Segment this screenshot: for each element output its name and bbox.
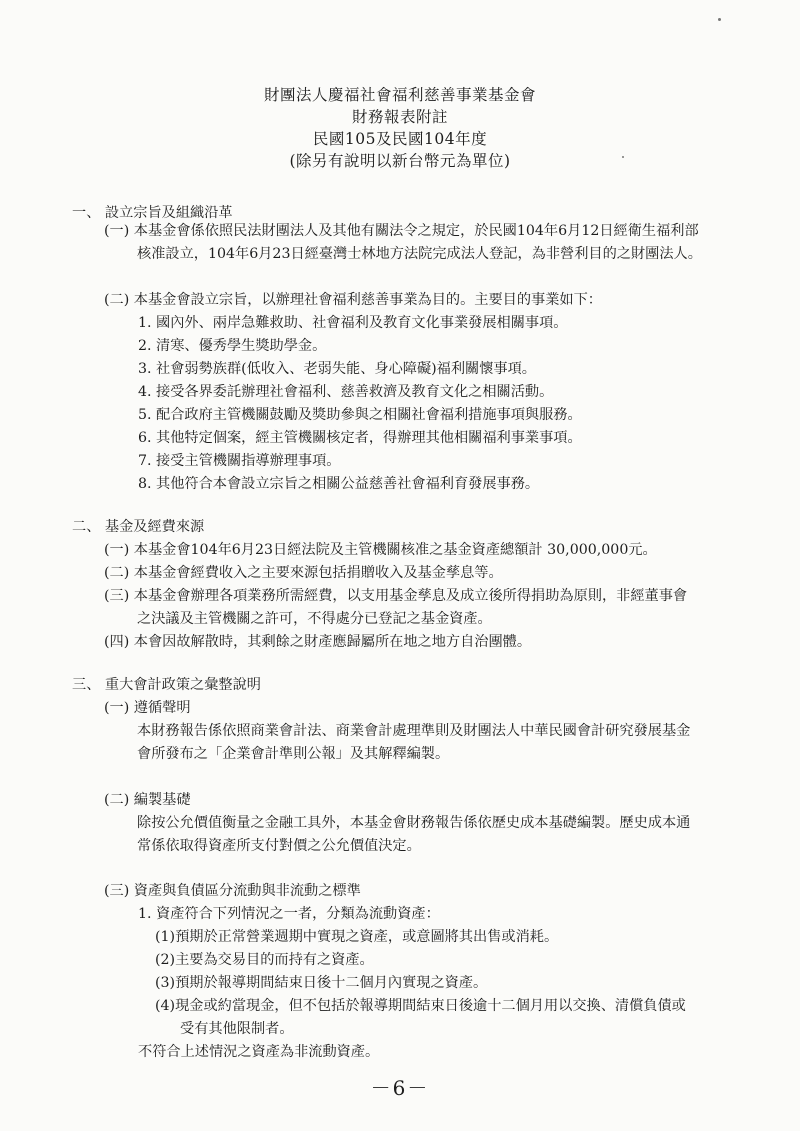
section-2-heading: 二、 基金及經費來源 — [72, 519, 205, 535]
section-3-sub-2-text-cont: 常係依取得資產所支付對價之公允價值決定。 — [137, 838, 421, 854]
section-2-para-3-cont: 之決議及主管機關之許可，不得處分已登記之基金資產。 — [137, 611, 492, 627]
list-item: 7. 接受主管機關指導辦理事項。 — [138, 453, 341, 469]
section-3-sub-2: (二) 編製基礎 — [104, 792, 191, 808]
currency-note: (除另有說明以新台幣元為單位) — [289, 152, 511, 170]
list-item: 3. 社會弱勢族群(低收入、老弱失能、身心障礙)福利關懷事項。 — [138, 361, 536, 377]
section-1-para-1-cont: 核准設立，104年6月23日經臺灣士林地方法院完成法人登記，為非營利目的之財團法人。 — [137, 246, 702, 262]
section-3-heading: 三、 重大會計政策之彙整說明 — [72, 677, 261, 693]
list-item: 2. 清寒、優秀學生獎助學金。 — [138, 338, 327, 354]
foundation-title: 財團法人慶福社會福利慈善事業基金會 — [263, 86, 536, 104]
list-item: 5. 配合政府主管機關鼓勵及獎助參與之相關社會福利措施事項與服務。 — [138, 407, 582, 423]
page-number: －6－ — [370, 1076, 430, 1100]
section-2-para-4: (四) 本會因故解散時，其剩餘之財產應歸屬所在地之地方自治團體。 — [104, 634, 532, 650]
report-header — [0, 84, 800, 172]
section-1-para-2: (二) 本基金會設立宗旨，以辦理社會福利慈善事業為目的。主要目的事業如下： — [104, 292, 602, 308]
section-2-para-1: (一) 本基金會104年6月23日經法院及主管機關核准之基金資產總額計 30,000,000元。 — [104, 542, 657, 558]
list-item-cont: 受有其他限制者。 — [180, 1021, 294, 1037]
scan-speck — [718, 18, 721, 21]
section-1-para-1: (一) 本基金會係依照民法財團法人及其他有關法令之規定，於民國104年6月12日經衛生福利部 — [104, 223, 699, 239]
list-item: (2)主要為交易目的而持有之資產。 — [155, 952, 374, 968]
list-item: (4)現金或約當現金，但不包括於報導期間結束日後逾十二個月用以交換、清償負債或 — [155, 998, 686, 1014]
report-title: 財務報表附註 — [351, 108, 448, 126]
list-item: (1)預期於正常營業週期中實現之資產，或意圖將其出售或消耗。 — [155, 929, 559, 945]
section-3-sub-1-text-cont: 會所發布之「企業會計準則公報」及其解釋編製。 — [137, 746, 450, 762]
report-period: 民國105及民國104年度 — [312, 130, 488, 148]
list-item: 1. 國內外、兩岸急難救助、社會福利及教育文化事業發展相關事項。 — [138, 315, 568, 331]
list-item: 8. 其他符合本會設立宗旨之相關公益慈善社會福利育發展事務。 — [138, 476, 540, 492]
section-3-sub-2-text: 除按公允價值衡量之金融工具外，本基金會財務報告係依歷史成本基礎編製。歷史成本通 — [137, 815, 691, 831]
section-3-sub-1-text: 本財務報告係依照商業會計法、商業會計處理準則及財團法人中華民國會計研究發展基金 — [137, 723, 691, 739]
section-3-sub-1: (一) 遵循聲明 — [104, 700, 191, 716]
section-3-sub-3: (三) 資產與負債區分流動與非流動之標準 — [104, 883, 361, 899]
non-current-note: 不符合上述情況之資產為非流動資產。 — [138, 1044, 380, 1060]
scan-speck — [622, 156, 624, 158]
list-item: 6. 其他特定個案，經主管機關核定者，得辦理其他相關福利事業事項。 — [138, 430, 582, 446]
section-1-heading: 一、 設立宗旨及組織沿革 — [72, 205, 233, 221]
section-3-sub-3-item-1: 1. 資產符合下列情況之一者，分類為流動資產： — [138, 906, 440, 922]
list-item: (3)預期於報導期間結束日後十二個月內實現之資產。 — [155, 975, 488, 991]
section-2-para-2: (二) 本基金會經費收入之主要來源包括捐贈收入及基金孳息等。 — [104, 565, 503, 581]
list-item: 4. 接受各界委託辦理社會福利、慈善救濟及教育文化之相關活動。 — [138, 384, 554, 400]
section-2-para-3: (三) 本基金會辦理各項業務所需經費，以支用基金孳息及成立後所得捐助為原則，非經董事會 — [104, 588, 688, 604]
